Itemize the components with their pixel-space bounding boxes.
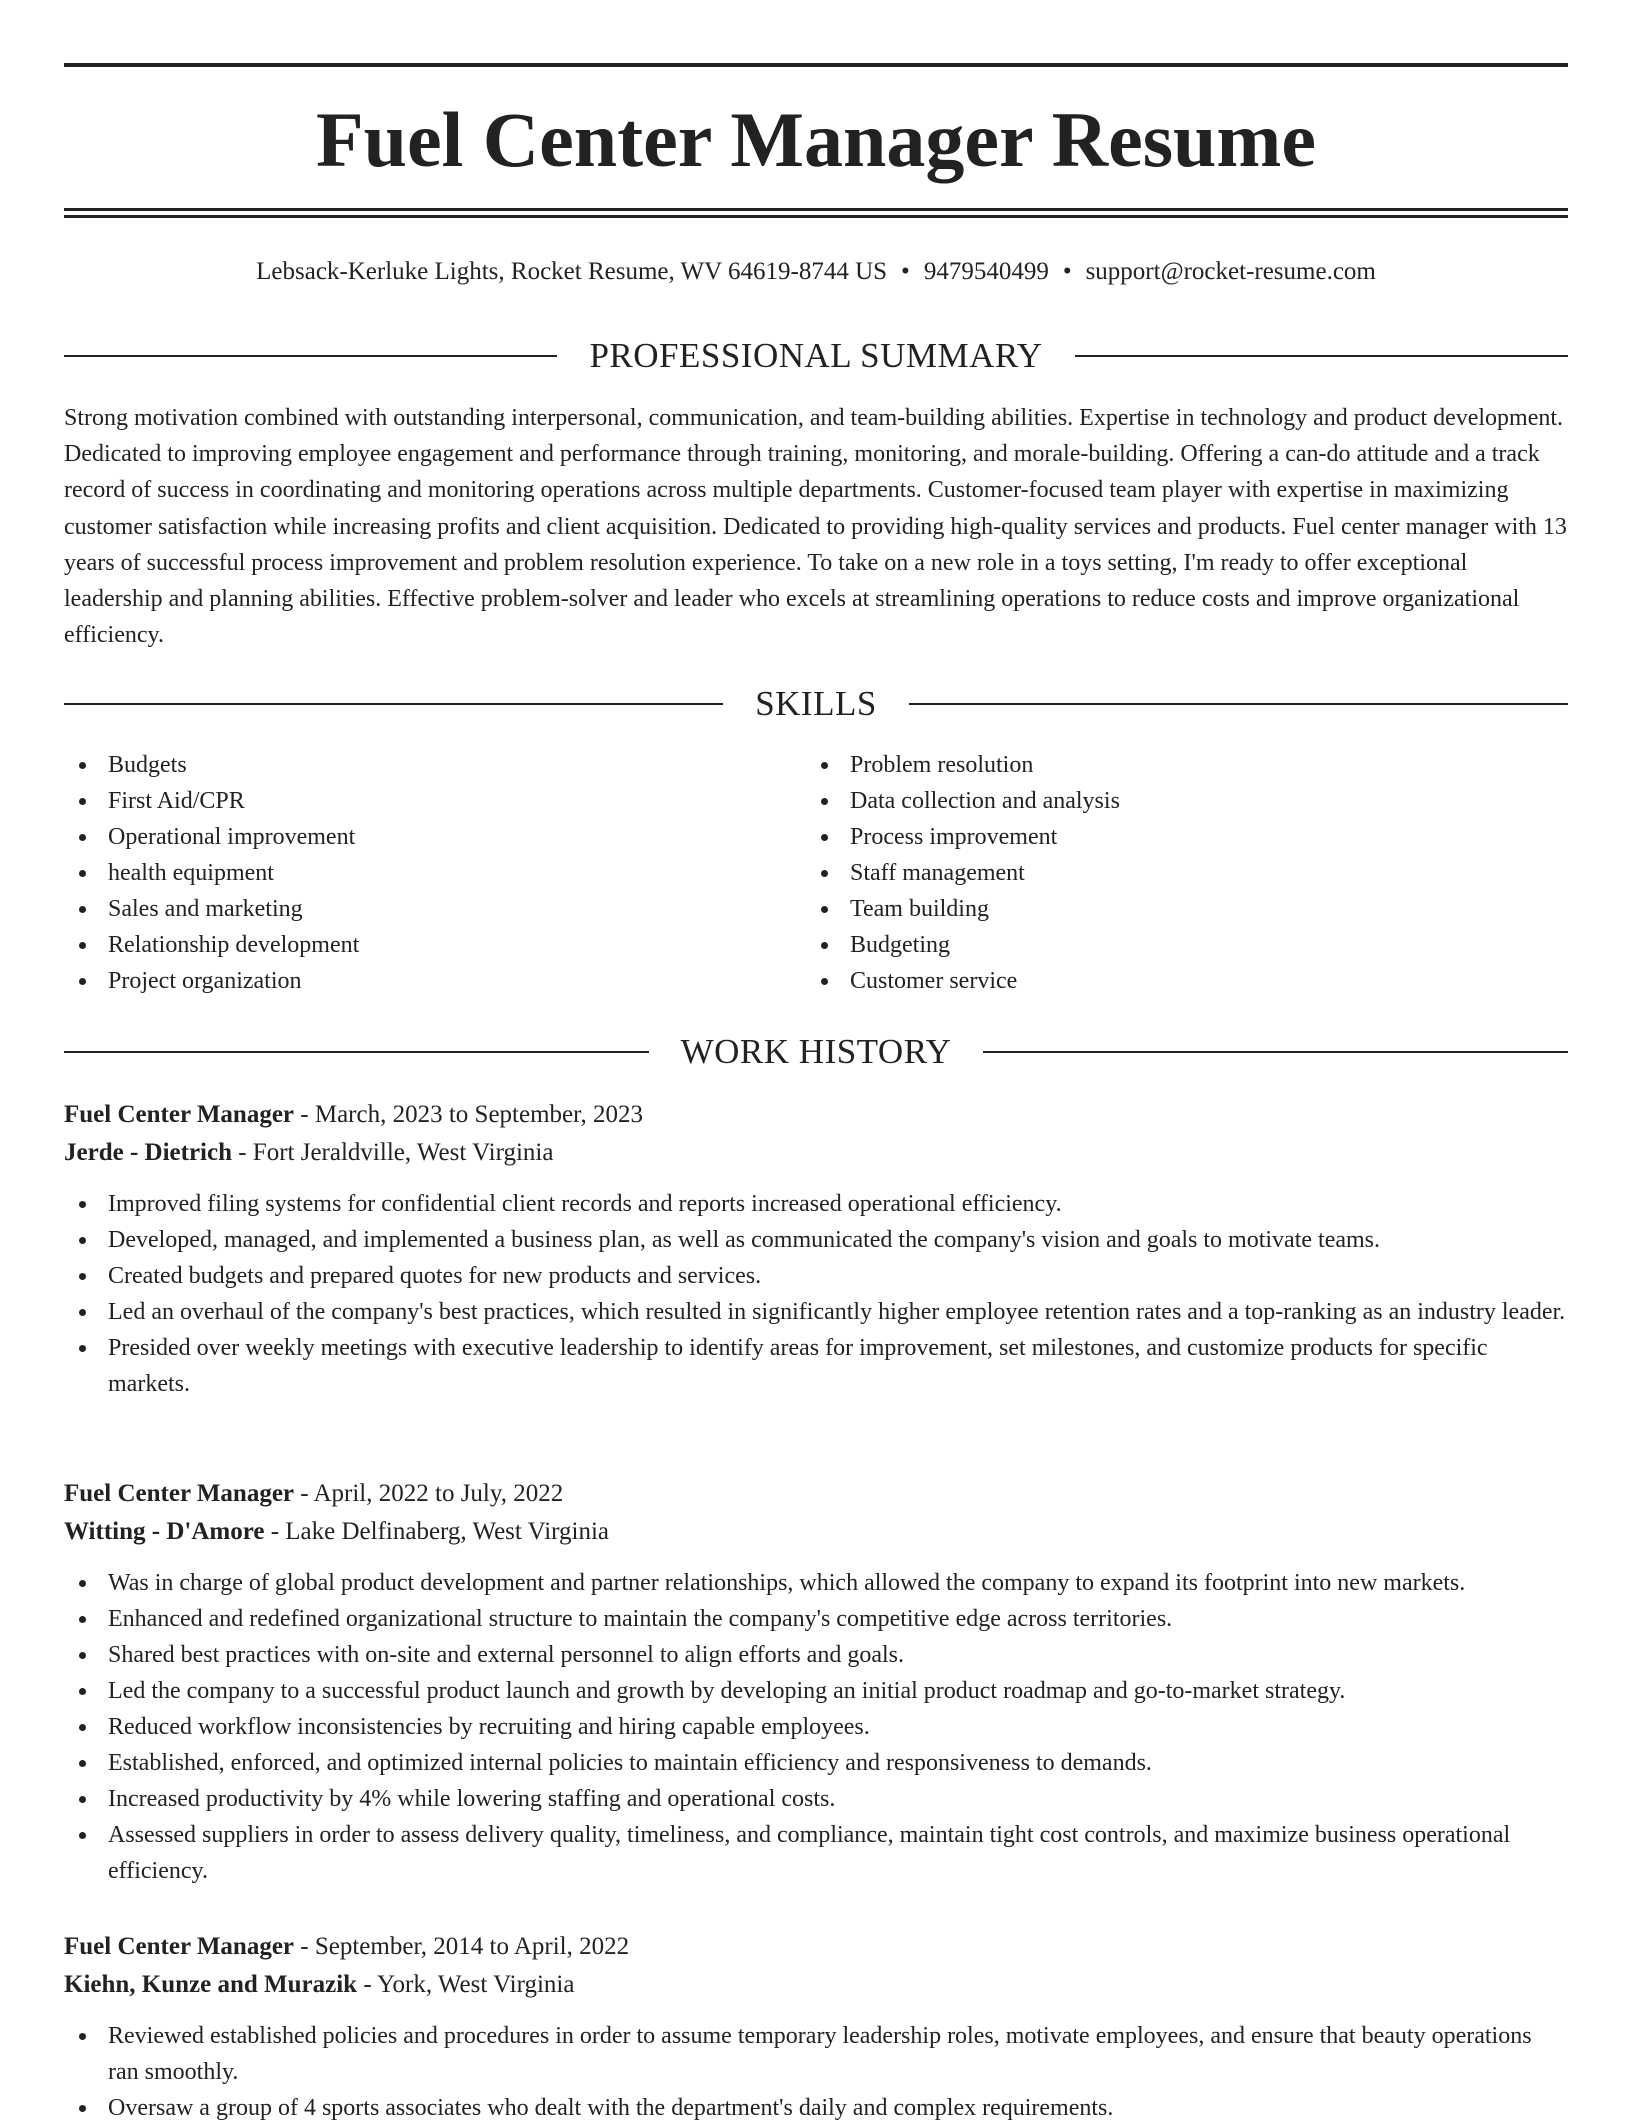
job-bullet: Presided over weekly meetings with executive leadership to identify areas for improvement, set milestones, and customize products for specific markets.	[64, 1330, 1568, 1402]
top-rule	[64, 63, 1568, 67]
contact-line	[64, 254, 1568, 290]
heading-rule-right	[909, 703, 1568, 705]
title-rule-lower	[64, 215, 1568, 218]
job-bullet: Assessed suppliers in order to assess delivery quality, timeliness, and compliance, maintain tight cost controls, and maximize business operational efficiency.	[64, 1817, 1568, 1889]
job-bullets	[64, 2018, 1568, 2126]
job-dates: - September, 2014 to April, 2022	[294, 1933, 630, 1960]
job-bullet: Created budgets and prepared quotes for new products and services.	[64, 1258, 1568, 1294]
work-heading	[64, 1030, 1568, 1074]
job-bullet: Oversaw a group of 4 sports associates who dealt with the department's daily and complex requirements.	[64, 2090, 1568, 2126]
job-company: Witting - D'Amore	[64, 1518, 265, 1545]
heading-rule-left	[64, 1051, 649, 1053]
job-bullet: Established, enforced, and optimized internal policies to maintain efficiency and responsiveness to demands.	[64, 1745, 1568, 1781]
job-entry	[64, 1928, 1568, 2126]
skill-item: Project organization	[64, 963, 764, 999]
skill-item: Sales and marketing	[64, 891, 764, 927]
heading-rule-right	[1075, 355, 1568, 357]
skills-list-right	[806, 747, 1506, 999]
skill-item: First Aid/CPR	[64, 783, 764, 819]
job-bullet: Developed, managed, and implemented a business plan, as well as communicated the company's vision and goals to motivate teams.	[64, 1222, 1568, 1258]
job-bullet: Led the company to a successful product launch and growth by developing an initial product roadmap and go-to-market strategy.	[64, 1673, 1568, 1709]
summary-text: Strong motivation combined with outstanding interpersonal, communication, and team-building abilities. Expertise in technology and product development. Dedicated to improving employee engagement and performance through training, monitoring, and morale-building. Offering a can-do attitude and a track record of success in coordinating and monitoring operations across multiple departments. Customer-focused team player with expertise in maximizing customer satisfaction while increasing profits and client acquisition. Dedicated to providing high-quality services and products. Fuel center manager with 13 years of successful process improvement and problem resolution experience. To take on a new role in a toys setting, I'm ready to offer exceptional leadership and planning abilities. Effective problem-solver and leader who excels at streamlining operations to reduce costs and improve organizational efficiency.	[64, 405, 1567, 649]
job-title-line	[64, 1475, 1568, 1513]
job-company: Kiehn, Kunze and Murazik	[64, 1971, 358, 1998]
heading-rule-left	[64, 703, 723, 705]
job-dates: - April, 2022 to July, 2022	[294, 1480, 564, 1507]
job-bullet: Reduced workflow inconsistencies by recruiting and hiring capable employees.	[64, 1709, 1568, 1745]
job-title: Fuel Center Manager	[64, 1101, 295, 1128]
work-heading-label: WORK HISTORY	[680, 1032, 952, 1071]
job-title: Fuel Center Manager	[64, 1480, 295, 1507]
job-bullets	[64, 1186, 1568, 1402]
contact-separator: •	[901, 258, 910, 285]
contact-address: Lebsack-Kerluke Lights, Rocket Resume, WV 64619-8744 US	[256, 258, 888, 285]
job-company-line	[64, 1513, 1568, 1551]
skill-item: Team building	[806, 891, 1506, 927]
skill-item: Relationship development	[64, 927, 764, 963]
page-title: Fuel Center Manager Resume	[315, 96, 1317, 183]
job-company: Jerde - Dietrich	[64, 1139, 232, 1166]
skill-item: Budgets	[64, 747, 764, 783]
job-title-line	[64, 1928, 1568, 1966]
heading-rule-right	[983, 1051, 1568, 1053]
job-location: - York, West Virginia	[357, 1971, 575, 1998]
skill-item: Process improvement	[806, 819, 1506, 855]
job-location: - Fort Jeraldville, West Virginia	[231, 1139, 554, 1166]
title-rule-upper	[64, 208, 1568, 211]
job-bullet: Increased productivity by 4% while lowering staffing and operational costs.	[64, 1781, 1568, 1817]
job-bullet: Was in charge of global product development and partner relationships, which allowed the company to expand its footprint into new markets.	[64, 1565, 1568, 1601]
job-bullet: Improved filing systems for confidential client records and reports increased operational efficiency.	[64, 1186, 1568, 1222]
contact-separator: •	[1062, 258, 1072, 285]
job-title: Fuel Center Manager	[64, 1933, 295, 1960]
skills-heading-label: SKILLS	[755, 684, 877, 723]
job-company-line	[64, 1966, 1568, 2004]
heading-rule-left	[64, 355, 557, 357]
summary-heading-label: PROFESSIONAL SUMMARY	[589, 336, 1043, 375]
job-bullet: Enhanced and redefined organizational structure to maintain the company's competitive edge across territories.	[64, 1601, 1568, 1637]
contact-phone: 9479540499	[923, 258, 1049, 285]
job-company-line	[64, 1134, 1568, 1172]
skill-item: Customer service	[806, 963, 1506, 999]
job-entry	[64, 1475, 1568, 1889]
skill-item: Budgeting	[806, 927, 1506, 963]
skills-list-left	[64, 747, 764, 999]
job-bullet: Led an overhaul of the company's best practices, which resulted in significantly higher employee retention rates and a top-ranking as an industry leader.	[64, 1294, 1568, 1330]
job-bullet: Shared best practices with on-site and external personnel to align efforts and goals.	[64, 1637, 1568, 1673]
skill-item: Operational improvement	[64, 819, 764, 855]
job-bullets	[64, 1565, 1568, 1889]
skill-item: health equipment	[64, 855, 764, 891]
job-location: - Lake Delfinaberg, West Virginia	[264, 1518, 609, 1545]
job-title-line	[64, 1096, 1568, 1134]
skills-heading	[64, 682, 1568, 726]
skill-item: Data collection and analysis	[806, 783, 1506, 819]
skill-item: Staff management	[806, 855, 1506, 891]
contact-email: support@rocket-resume.com	[1085, 258, 1376, 285]
skill-item: Problem resolution	[806, 747, 1506, 783]
job-entry	[64, 1096, 1568, 1402]
job-bullet: Reviewed established policies and procedures in order to assume temporary leadership roles, motivate employees, and ensure that beauty operations ran smoothly.	[64, 2018, 1568, 2090]
summary-heading	[64, 334, 1568, 378]
job-dates: - March, 2023 to September, 2023	[294, 1101, 643, 1128]
